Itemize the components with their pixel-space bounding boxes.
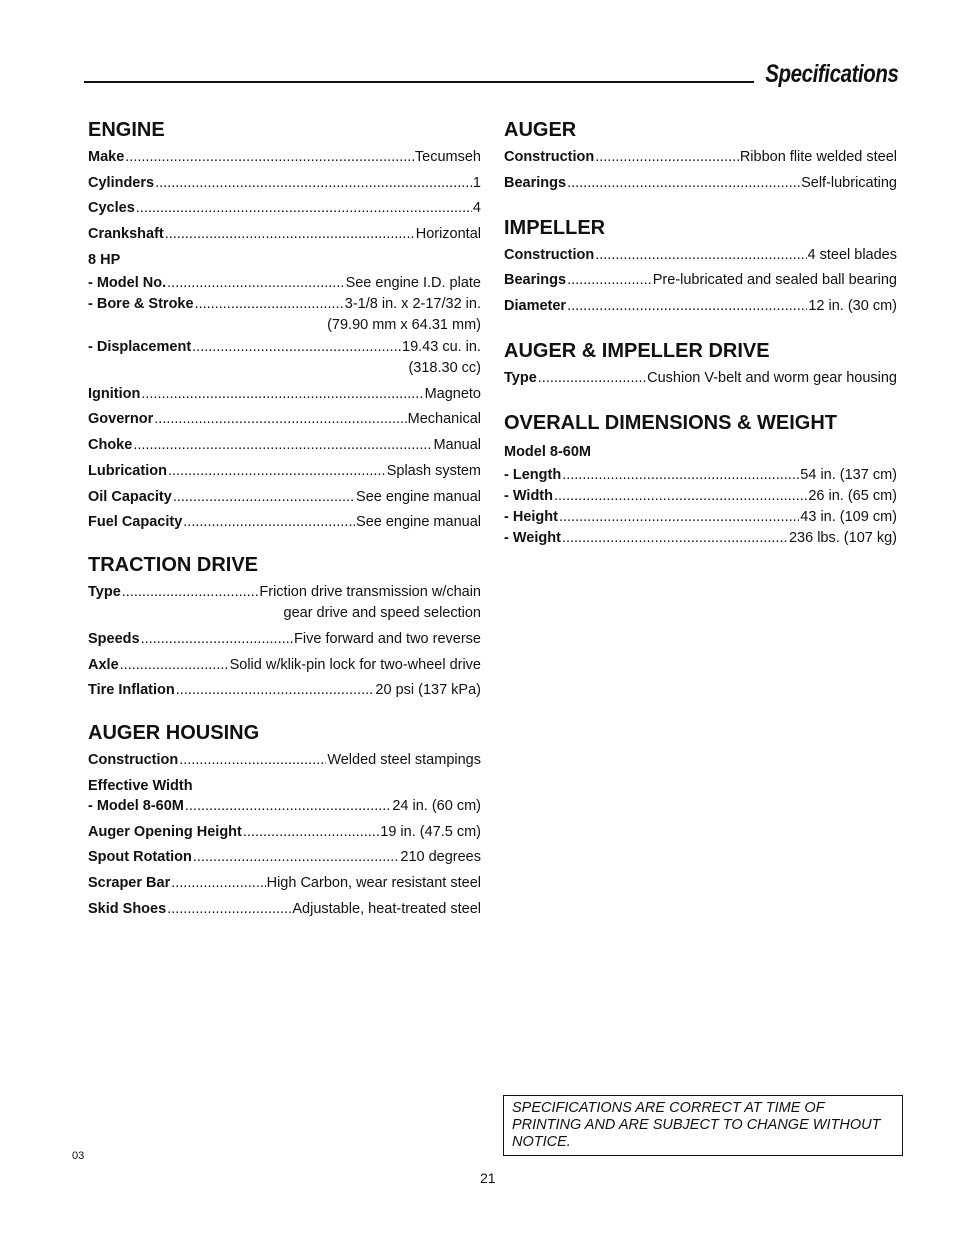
leader-dots: [192, 338, 401, 356]
spec-label: Make: [88, 149, 125, 165]
spec-label: Auger Opening Height: [88, 823, 242, 840]
spec-row: [504, 529, 897, 547]
leader-dots: [567, 271, 652, 289]
spec-row: [504, 369, 897, 387]
leader-dots: [136, 199, 472, 217]
leader-dots: [165, 225, 415, 243]
spec-row: [88, 410, 481, 428]
spec-label: Bearings: [504, 174, 567, 191]
spec-label: - Displacement: [88, 338, 192, 355]
spec-row: [88, 823, 481, 841]
spec-label: Spout Rotation: [88, 849, 192, 866]
spec-row: [88, 874, 481, 892]
spec-row: [88, 338, 481, 356]
spec-row: [88, 583, 481, 601]
leader-dots: [173, 488, 355, 506]
page-number: 21: [480, 1170, 496, 1186]
spec-value: Pre-lubricated and sealed ball bearing: [652, 272, 897, 289]
spec-value: Manual: [433, 437, 481, 454]
spec-row: [88, 225, 481, 243]
section-title: TRACTION DRIVE: [88, 554, 258, 577]
spec-list: [88, 797, 481, 918]
spec-label: Axle: [88, 656, 119, 673]
spec-row: [504, 271, 897, 289]
spec-row: [88, 174, 481, 192]
leader-dots: [167, 274, 344, 292]
impeller-section: [504, 216, 897, 315]
spec-value: Cushion V-belt and worm gear housing: [647, 370, 897, 387]
spec-value: 26 in. (65 cm): [808, 488, 897, 505]
leader-dots: [559, 508, 799, 526]
engine-section: [88, 118, 481, 531]
leader-dots: [122, 583, 259, 601]
drive-section: [504, 339, 897, 387]
spec-label: - Model 8-60M: [88, 797, 184, 814]
spec-value: See engine manual: [356, 514, 481, 531]
spec-value: 19.43 cu. in.: [402, 338, 481, 355]
right-column: [504, 118, 897, 569]
spec-label: Governor: [88, 411, 154, 428]
leader-dots: [155, 174, 472, 192]
spec-label: Type: [504, 370, 537, 387]
spec-row: [88, 656, 481, 674]
spec-value: 19 in. (47.5 cm): [380, 823, 481, 840]
leader-dots: [120, 656, 229, 674]
spec-value: See engine manual: [356, 488, 481, 505]
leader-dots: [554, 487, 807, 505]
spec-value-continued: (318.30 cc): [408, 359, 481, 376]
section-title: ENGINE: [88, 119, 165, 141]
spec-row: [504, 508, 897, 526]
spec-label: - Weight: [504, 530, 561, 547]
leader-dots: [195, 295, 344, 313]
spec-row: [504, 297, 897, 315]
spec-row: [88, 385, 481, 403]
spec-row: [504, 246, 897, 264]
spec-label: Construction: [504, 149, 595, 165]
leader-dots: [125, 148, 414, 166]
spec-label: - Model No.: [88, 274, 167, 291]
leader-dots: [179, 751, 326, 769]
spec-row: [504, 174, 897, 192]
spec-label: - Length: [504, 467, 562, 484]
spec-label: Tire Inflation: [88, 682, 175, 699]
spec-value-continued: (79.90 mm x 64.31 mm): [327, 316, 481, 333]
leader-dots: [171, 874, 265, 892]
spec-value: 210 degrees: [400, 849, 481, 866]
spec-value: See engine I.D. plate: [345, 274, 481, 291]
spec-label: Cylinders: [88, 174, 155, 191]
spec-value: 54 in. (137 cm): [800, 467, 897, 484]
leader-dots: [183, 513, 355, 531]
section-title: AUGER: [504, 119, 577, 141]
section-title: OVERALL DIMENSIONS & WEIGHT: [504, 412, 837, 435]
spec-list: [88, 385, 481, 531]
spec-label: Skid Shoes: [88, 900, 167, 917]
spec-value: Five forward and two reverse: [294, 630, 481, 647]
leader-dots: [185, 797, 391, 815]
spec-row: [88, 513, 481, 531]
spec-label: Crankshaft: [88, 226, 164, 243]
leader-dots: [168, 462, 386, 480]
leader-dots: [141, 385, 423, 403]
spec-row: [88, 488, 481, 506]
leader-dots: [133, 436, 432, 454]
spec-row: [504, 487, 897, 505]
traction-section: [88, 553, 481, 699]
spec-value: Magneto: [424, 385, 481, 402]
leader-dots: [595, 148, 739, 166]
leader-dots: [538, 369, 646, 387]
spec-row: [88, 462, 481, 480]
spec-list: [504, 148, 897, 192]
spec-value: Self-lubricating: [801, 174, 897, 191]
spec-value: 24 in. (60 cm): [392, 797, 481, 814]
spec-row: [88, 797, 481, 815]
document-code: 03: [72, 1150, 85, 1162]
spec-row: [88, 681, 481, 699]
spec-value: Horizontal: [415, 226, 481, 243]
spec-value: Tecumseh: [414, 149, 481, 165]
spec-list: [504, 466, 897, 547]
header-rule: [84, 81, 754, 83]
spec-label: Ignition: [88, 385, 141, 402]
spec-label: Type: [88, 584, 121, 601]
leader-dots: [567, 297, 807, 315]
left-column: [88, 118, 481, 940]
spec-label: Cycles: [88, 200, 135, 217]
spec-row: [88, 274, 481, 292]
leader-dots: [243, 823, 379, 841]
spec-value: Ribbon flite welded steel: [739, 149, 897, 165]
spec-list: [504, 369, 897, 387]
spec-label: Speeds: [88, 630, 140, 647]
page-title: Specifications: [764, 60, 898, 88]
spec-value: 20 psi (137 kPa): [375, 682, 481, 699]
spec-row: [88, 199, 481, 217]
spec-list: [88, 630, 481, 699]
spec-label: Construction: [504, 246, 595, 263]
subheading: Model 8-60M: [504, 444, 592, 461]
spec-value: Friction drive transmission w/chain: [259, 584, 481, 601]
spec-row: [88, 295, 481, 313]
spec-label: - Height: [504, 509, 558, 526]
section-title: AUGER HOUSING: [88, 722, 260, 745]
auger-section: [504, 118, 897, 192]
spec-value: Welded steel stampings: [327, 752, 481, 769]
section-title: IMPELLER: [504, 216, 606, 239]
spec-value: 236 lbs. (107 kg): [788, 530, 897, 547]
spec-value: 4: [472, 200, 481, 217]
spec-label: Scraper Bar: [88, 875, 171, 891]
leader-dots: [167, 900, 291, 918]
spec-label: - Bore & Stroke: [88, 295, 194, 312]
spec-value: Adjustable, heat-treated steel: [292, 900, 481, 917]
spec-value: 43 in. (109 cm): [800, 509, 897, 526]
specifications-notice: SPECIFICATIONS ARE CORRECT AT TIME OF PRINTING AND ARE SUBJECT TO CHANGE WITHOUT NOTICE.: [503, 1095, 903, 1156]
spec-row: [88, 148, 481, 166]
spec-row: [88, 848, 481, 866]
leader-dots: [154, 410, 406, 428]
spec-label: Bearings: [504, 272, 567, 289]
spec-value: High Carbon, wear resistant steel: [266, 875, 481, 891]
spec-value: Solid w/klik-pin lock for two-wheel drive: [229, 656, 481, 673]
spec-row: [88, 436, 481, 454]
spec-value-continued: gear drive and speed selection: [283, 605, 481, 622]
spec-list: [88, 148, 481, 243]
spec-row: [88, 630, 481, 648]
spec-label: Lubrication: [88, 462, 167, 479]
leader-dots: [562, 466, 799, 484]
spec-value: Mechanical: [407, 411, 481, 428]
spec-value: 3-1/8 in. x 2-17/32 in.: [344, 295, 481, 312]
spec-row: [88, 751, 481, 769]
spec-row: [504, 466, 897, 484]
leader-dots: [141, 630, 293, 648]
spec-label: Fuel Capacity: [88, 514, 183, 531]
spec-value: 12 in. (30 cm): [808, 298, 897, 315]
spec-row: [504, 148, 897, 166]
section-title: AUGER & IMPELLER DRIVE: [504, 340, 770, 363]
spec-label: - Width: [504, 488, 553, 505]
leader-dots: [595, 246, 806, 264]
leader-dots: [193, 848, 399, 866]
leader-dots: [562, 529, 788, 547]
spec-list: [504, 246, 897, 315]
subheading: 8 HP: [88, 251, 121, 268]
spec-value: Splash system: [386, 462, 481, 479]
spec-row: [88, 900, 481, 918]
spec-value: 4 steel blades: [807, 246, 897, 263]
spec-label: Oil Capacity: [88, 488, 172, 505]
dimensions-section: [504, 411, 897, 547]
subheading: Effective Width: [88, 777, 193, 794]
leader-dots: [176, 681, 375, 699]
leader-dots: [567, 174, 800, 192]
spec-label: Diameter: [504, 298, 567, 315]
spec-value: 1: [472, 174, 481, 191]
auger-housing-section: [88, 721, 481, 917]
spec-label: Construction: [88, 752, 179, 769]
spec-label: Choke: [88, 437, 133, 454]
